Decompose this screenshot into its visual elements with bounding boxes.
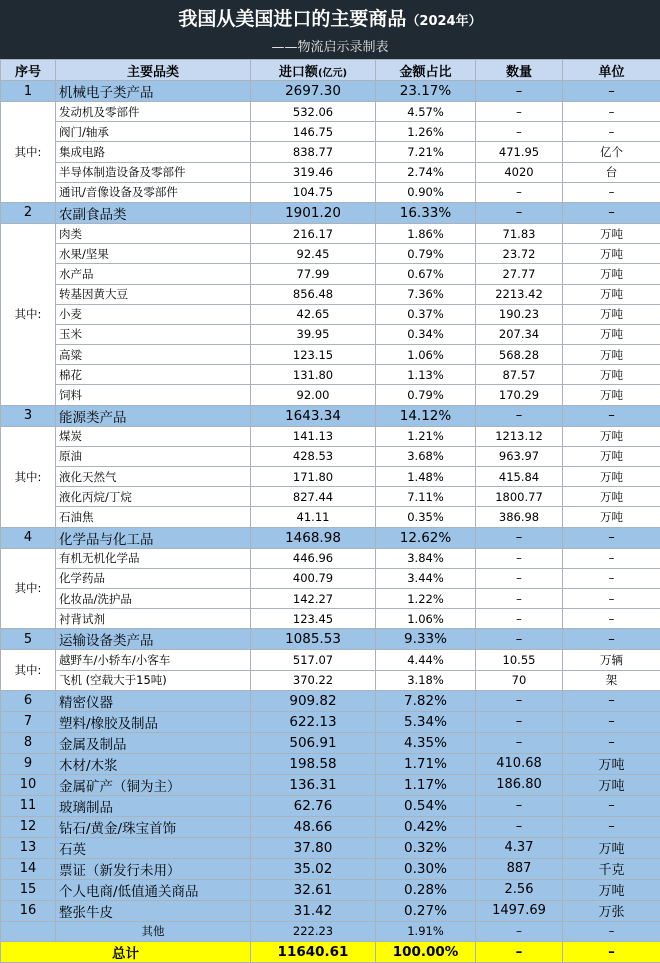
item-name-cell: 液化天然气 <box>56 467 251 487</box>
total-value-cell: 11640.61 <box>251 941 376 962</box>
value-cell: 35.02 <box>251 858 376 879</box>
subitem-row <box>1 365 660 385</box>
item-name-cell: 原油 <box>56 446 251 466</box>
seq-cell: 3 <box>1 405 56 426</box>
unit-cell: 千克 <box>563 858 660 879</box>
col-share: 金额占比 <box>376 60 476 81</box>
share-cell: 1.91% <box>376 921 476 941</box>
unit-cell: 万吨 <box>563 507 660 527</box>
unit-cell: – <box>563 81 660 102</box>
share-cell: 0.90% <box>376 182 476 202</box>
quantity-cell: 963.97 <box>476 446 563 466</box>
item-name-cell: 玉米 <box>56 324 251 344</box>
item-name-cell: 有机无机化学品 <box>56 548 251 568</box>
quantity-cell: 415.84 <box>476 467 563 487</box>
quantity-cell: – <box>476 609 563 629</box>
page-subtitle: ——物流启示录制表 <box>0 37 660 59</box>
col-quantity: 数量 <box>476 60 563 81</box>
value-cell: 1085.53 <box>251 629 376 650</box>
item-name-cell: 饲料 <box>56 385 251 405</box>
unit-cell: 万吨 <box>563 837 660 858</box>
unit-cell: 万吨 <box>563 345 660 365</box>
quantity-cell: – <box>476 711 563 732</box>
unit-cell: 万吨 <box>563 365 660 385</box>
quantity-cell: 1213.12 <box>476 426 563 446</box>
sublabel-cell: 其中: <box>1 426 56 527</box>
quantity-cell: – <box>476 568 563 588</box>
unit-cell: 万吨 <box>563 487 660 507</box>
share-cell: 9.33% <box>376 629 476 650</box>
category-name-cell: 钻石/黄金/珠宝首饰 <box>56 816 251 837</box>
seq-cell: 4 <box>1 527 56 548</box>
share-cell: 0.79% <box>376 385 476 405</box>
category-name-cell: 精密仪器 <box>56 690 251 711</box>
item-name-cell: 集成电路 <box>56 142 251 162</box>
subitem-row <box>1 446 660 466</box>
quantity-cell: – <box>476 527 563 548</box>
quantity-cell: 4.37 <box>476 837 563 858</box>
unit-cell: 万吨 <box>563 774 660 795</box>
subitem-row <box>1 385 660 405</box>
share-cell: 4.57% <box>376 102 476 122</box>
sublabel-cell: 其中: <box>1 548 56 629</box>
value-cell: 506.91 <box>251 732 376 753</box>
unit-cell: – <box>563 609 660 629</box>
subitem-row <box>1 182 660 202</box>
category-name-cell: 玻璃制品 <box>56 795 251 816</box>
unit-cell: 万吨 <box>563 446 660 466</box>
quantity-cell: – <box>476 202 563 223</box>
share-cell: 7.36% <box>376 284 476 304</box>
quantity-cell: – <box>476 405 563 426</box>
header-row <box>1 60 660 81</box>
category-row <box>1 81 660 102</box>
value-cell: 31.42 <box>251 900 376 921</box>
value-cell: 37.80 <box>251 837 376 858</box>
share-cell: 3.68% <box>376 446 476 466</box>
unit-cell: 万吨 <box>563 426 660 446</box>
share-cell: 1.06% <box>376 345 476 365</box>
share-cell: 1.13% <box>376 365 476 385</box>
col-category: 主要品类 <box>56 60 251 81</box>
share-cell: 0.37% <box>376 304 476 324</box>
seq-cell: 11 <box>1 795 56 816</box>
category-row <box>1 690 660 711</box>
quantity-cell: – <box>476 548 563 568</box>
share-cell: 12.62% <box>376 527 476 548</box>
share-cell: 3.18% <box>376 670 476 690</box>
unit-cell: 万张 <box>563 900 660 921</box>
value-cell: 222.23 <box>251 921 376 941</box>
sublabel-cell: 其中: <box>1 223 56 405</box>
unit-cell: 亿个 <box>563 142 660 162</box>
col-value-unit: (亿元) <box>318 68 347 79</box>
subitem-row <box>1 284 660 304</box>
quantity-cell: – <box>476 732 563 753</box>
seq-cell: 14 <box>1 858 56 879</box>
share-cell: 0.34% <box>376 324 476 344</box>
subitem-row <box>1 142 660 162</box>
unit-cell: 架 <box>563 670 660 690</box>
category-row <box>1 629 660 650</box>
subitem-row <box>1 588 660 608</box>
item-name-cell: 飞机 (空载大于15吨) <box>56 670 251 690</box>
total-unit-cell: – <box>563 941 660 962</box>
imports-table <box>0 59 660 963</box>
seq-cell: 10 <box>1 774 56 795</box>
share-cell: 1.17% <box>376 774 476 795</box>
unit-cell: 台 <box>563 162 660 182</box>
table-header-banner <box>0 0 660 59</box>
category-name-cell: 塑料/橡胶及制品 <box>56 711 251 732</box>
item-name-cell: 煤炭 <box>56 426 251 446</box>
value-cell: 146.75 <box>251 122 376 142</box>
item-name-cell: 石油焦 <box>56 507 251 527</box>
unit-cell: 万辆 <box>563 650 660 670</box>
unit-cell: – <box>563 588 660 608</box>
unit-cell: – <box>563 690 660 711</box>
category-name-cell: 石英 <box>56 837 251 858</box>
value-cell: 141.13 <box>251 426 376 446</box>
share-cell: 14.12% <box>376 405 476 426</box>
share-cell: 7.21% <box>376 142 476 162</box>
quantity-cell: 27.77 <box>476 264 563 284</box>
unit-cell: 万吨 <box>563 753 660 774</box>
subitem-row <box>1 568 660 588</box>
value-cell: 532.06 <box>251 102 376 122</box>
subitem-row <box>1 304 660 324</box>
seq-cell: 9 <box>1 753 56 774</box>
seq-cell: 5 <box>1 629 56 650</box>
value-cell: 123.15 <box>251 345 376 365</box>
item-name-cell: 水产品 <box>56 264 251 284</box>
item-name-cell: 越野车/小轿车/小客车 <box>56 650 251 670</box>
quantity-cell: 568.28 <box>476 345 563 365</box>
unit-cell: – <box>563 921 660 941</box>
quantity-cell: – <box>476 122 563 142</box>
value-cell: 77.99 <box>251 264 376 284</box>
subitem-row <box>1 102 660 122</box>
value-cell: 136.31 <box>251 774 376 795</box>
value-cell: 123.45 <box>251 609 376 629</box>
item-name-cell: 发动机及零部件 <box>56 102 251 122</box>
value-cell: 1468.98 <box>251 527 376 548</box>
value-cell: 142.27 <box>251 588 376 608</box>
share-cell: 3.84% <box>376 548 476 568</box>
unit-cell: – <box>563 405 660 426</box>
unit-cell: – <box>563 568 660 588</box>
category-name-cell: 个人电商/低值通关商品 <box>56 879 251 900</box>
category-name-cell: 木材/木浆 <box>56 753 251 774</box>
unit-cell: – <box>563 816 660 837</box>
unit-cell: 万吨 <box>563 879 660 900</box>
quantity-cell: – <box>476 816 563 837</box>
share-cell: 1.22% <box>376 588 476 608</box>
seq-cell: 6 <box>1 690 56 711</box>
share-cell: 0.42% <box>376 816 476 837</box>
total-quantity-cell: – <box>476 941 563 962</box>
seq-cell: 2 <box>1 202 56 223</box>
quantity-cell: 2.56 <box>476 879 563 900</box>
quantity-cell: 1800.77 <box>476 487 563 507</box>
other-name-cell: 其他 <box>56 921 251 941</box>
seq-cell: 15 <box>1 879 56 900</box>
share-cell: 0.35% <box>376 507 476 527</box>
total-label-cell: 总计 <box>1 941 251 962</box>
share-cell: 1.06% <box>376 609 476 629</box>
share-cell: 4.35% <box>376 732 476 753</box>
item-name-cell: 半导体制造设备及零部件 <box>56 162 251 182</box>
unit-cell: 万吨 <box>563 385 660 405</box>
category-name-cell: 运输设备类产品 <box>56 629 251 650</box>
category-row <box>1 816 660 837</box>
share-cell: 0.32% <box>376 837 476 858</box>
category-name-cell: 整张牛皮 <box>56 900 251 921</box>
value-cell: 370.22 <box>251 670 376 690</box>
quantity-cell: 207.34 <box>476 324 563 344</box>
item-name-cell: 水果/坚果 <box>56 244 251 264</box>
category-row <box>1 858 660 879</box>
subitem-row <box>1 223 660 243</box>
value-cell: 838.77 <box>251 142 376 162</box>
unit-cell: 万吨 <box>563 264 660 284</box>
category-row <box>1 527 660 548</box>
share-cell: 3.44% <box>376 568 476 588</box>
value-cell: 104.75 <box>251 182 376 202</box>
value-cell: 92.45 <box>251 244 376 264</box>
quantity-cell: 471.95 <box>476 142 563 162</box>
quantity-cell: – <box>476 102 563 122</box>
value-cell: 39.95 <box>251 324 376 344</box>
item-name-cell: 棉花 <box>56 365 251 385</box>
item-name-cell: 化学药品 <box>56 568 251 588</box>
category-name-cell: 金属及制品 <box>56 732 251 753</box>
share-cell: 1.86% <box>376 223 476 243</box>
category-row <box>1 711 660 732</box>
seq-cell <box>1 921 56 941</box>
category-name-cell: 化学品与化工品 <box>56 527 251 548</box>
subitem-row <box>1 122 660 142</box>
quantity-cell: 410.68 <box>476 753 563 774</box>
quantity-cell: – <box>476 690 563 711</box>
unit-cell: – <box>563 711 660 732</box>
quantity-cell: – <box>476 629 563 650</box>
quantity-cell: – <box>476 795 563 816</box>
quantity-cell: 190.23 <box>476 304 563 324</box>
category-row <box>1 837 660 858</box>
share-cell: 1.48% <box>376 467 476 487</box>
category-row <box>1 879 660 900</box>
value-cell: 2697.30 <box>251 81 376 102</box>
subitem-row <box>1 548 660 568</box>
item-name-cell: 高粱 <box>56 345 251 365</box>
category-name-cell: 票证（新发行未用） <box>56 858 251 879</box>
value-cell: 428.53 <box>251 446 376 466</box>
item-name-cell: 阀门/轴承 <box>56 122 251 142</box>
value-cell: 909.82 <box>251 690 376 711</box>
value-cell: 622.13 <box>251 711 376 732</box>
quantity-cell: 2213.42 <box>476 284 563 304</box>
unit-cell: – <box>563 202 660 223</box>
category-row <box>1 774 660 795</box>
share-cell: 0.54% <box>376 795 476 816</box>
quantity-cell: 170.29 <box>476 385 563 405</box>
subitem-row <box>1 244 660 264</box>
seq-cell: 1 <box>1 81 56 102</box>
value-cell: 216.17 <box>251 223 376 243</box>
share-cell: 1.21% <box>376 426 476 446</box>
value-cell: 517.07 <box>251 650 376 670</box>
item-name-cell: 小麦 <box>56 304 251 324</box>
title-text: 我国从美国进口的主要商品 <box>178 8 406 30</box>
item-name-cell: 衬背试剂 <box>56 609 251 629</box>
category-name-cell: 农副食品类 <box>56 202 251 223</box>
quantity-cell: 887 <box>476 858 563 879</box>
share-cell: 2.74% <box>376 162 476 182</box>
share-cell: 23.17% <box>376 81 476 102</box>
subitem-row <box>1 426 660 446</box>
seq-cell: 8 <box>1 732 56 753</box>
unit-cell: – <box>563 122 660 142</box>
share-cell: 0.27% <box>376 900 476 921</box>
category-name-cell: 能源类产品 <box>56 405 251 426</box>
category-row <box>1 405 660 426</box>
item-name-cell: 液化丙烷/丁烷 <box>56 487 251 507</box>
category-row <box>1 900 660 921</box>
value-cell: 1643.34 <box>251 405 376 426</box>
category-row <box>1 795 660 816</box>
quantity-cell: 186.80 <box>476 774 563 795</box>
quantity-cell: – <box>476 921 563 941</box>
quantity-cell: 87.57 <box>476 365 563 385</box>
item-name-cell: 肉类 <box>56 223 251 243</box>
unit-cell: – <box>563 102 660 122</box>
category-name-cell: 机械电子类产品 <box>56 81 251 102</box>
sublabel-cell: 其中: <box>1 102 56 203</box>
unit-cell: – <box>563 182 660 202</box>
col-value-label: 进口额 <box>279 65 318 80</box>
title-year: （2024年） <box>406 14 481 29</box>
unit-cell: 万吨 <box>563 467 660 487</box>
share-cell: 0.28% <box>376 879 476 900</box>
quantity-cell: 70 <box>476 670 563 690</box>
subitem-row <box>1 345 660 365</box>
value-cell: 62.76 <box>251 795 376 816</box>
col-value <box>251 60 376 81</box>
subitem-row <box>1 162 660 182</box>
subitem-row <box>1 507 660 527</box>
quantity-cell: 10.55 <box>476 650 563 670</box>
subitem-row <box>1 487 660 507</box>
value-cell: 856.48 <box>251 284 376 304</box>
value-cell: 171.80 <box>251 467 376 487</box>
col-unit: 单位 <box>563 60 660 81</box>
col-seq: 序号 <box>1 60 56 81</box>
category-name-cell: 金属矿产（铜为主） <box>56 774 251 795</box>
value-cell: 92.00 <box>251 385 376 405</box>
share-cell: 4.44% <box>376 650 476 670</box>
subitem-row <box>1 670 660 690</box>
unit-cell: – <box>563 527 660 548</box>
seq-cell: 13 <box>1 837 56 858</box>
unit-cell: – <box>563 732 660 753</box>
quantity-cell: 1497.69 <box>476 900 563 921</box>
table-body <box>1 81 660 963</box>
unit-cell: – <box>563 548 660 568</box>
seq-cell: 7 <box>1 711 56 732</box>
share-cell: 0.79% <box>376 244 476 264</box>
subitem-row <box>1 650 660 670</box>
category-row <box>1 732 660 753</box>
value-cell: 41.11 <box>251 507 376 527</box>
seq-cell: 12 <box>1 816 56 837</box>
quantity-cell: 23.72 <box>476 244 563 264</box>
total-share-cell: 100.00% <box>376 941 476 962</box>
seq-cell: 16 <box>1 900 56 921</box>
total-row <box>1 941 660 962</box>
unit-cell: – <box>563 795 660 816</box>
value-cell: 131.80 <box>251 365 376 385</box>
share-cell: 16.33% <box>376 202 476 223</box>
quantity-cell: 71.83 <box>476 223 563 243</box>
subitem-row <box>1 467 660 487</box>
item-name-cell: 转基因黄大豆 <box>56 284 251 304</box>
subitem-row <box>1 609 660 629</box>
quantity-cell: 386.98 <box>476 507 563 527</box>
value-cell: 32.61 <box>251 879 376 900</box>
quantity-cell: – <box>476 81 563 102</box>
other-row <box>1 921 660 941</box>
value-cell: 319.46 <box>251 162 376 182</box>
share-cell: 1.71% <box>376 753 476 774</box>
value-cell: 400.79 <box>251 568 376 588</box>
value-cell: 446.96 <box>251 548 376 568</box>
share-cell: 7.82% <box>376 690 476 711</box>
value-cell: 827.44 <box>251 487 376 507</box>
unit-cell: 万吨 <box>563 284 660 304</box>
value-cell: 198.58 <box>251 753 376 774</box>
page-title <box>0 4 660 37</box>
unit-cell: 万吨 <box>563 304 660 324</box>
category-row <box>1 753 660 774</box>
subitem-row <box>1 324 660 344</box>
share-cell: 0.30% <box>376 858 476 879</box>
share-cell: 0.67% <box>376 264 476 284</box>
share-cell: 7.11% <box>376 487 476 507</box>
quantity-cell: – <box>476 182 563 202</box>
item-name-cell: 通讯/音像设备及零部件 <box>56 182 251 202</box>
value-cell: 42.65 <box>251 304 376 324</box>
subitem-row <box>1 264 660 284</box>
unit-cell: 万吨 <box>563 324 660 344</box>
quantity-cell: 4020 <box>476 162 563 182</box>
unit-cell: 万吨 <box>563 244 660 264</box>
share-cell: 1.26% <box>376 122 476 142</box>
category-row <box>1 202 660 223</box>
unit-cell: – <box>563 629 660 650</box>
quantity-cell: – <box>476 588 563 608</box>
value-cell: 48.66 <box>251 816 376 837</box>
share-cell: 5.34% <box>376 711 476 732</box>
value-cell: 1901.20 <box>251 202 376 223</box>
item-name-cell: 化妆品/洗护品 <box>56 588 251 608</box>
sublabel-cell: 其中: <box>1 650 56 690</box>
unit-cell: 万吨 <box>563 223 660 243</box>
